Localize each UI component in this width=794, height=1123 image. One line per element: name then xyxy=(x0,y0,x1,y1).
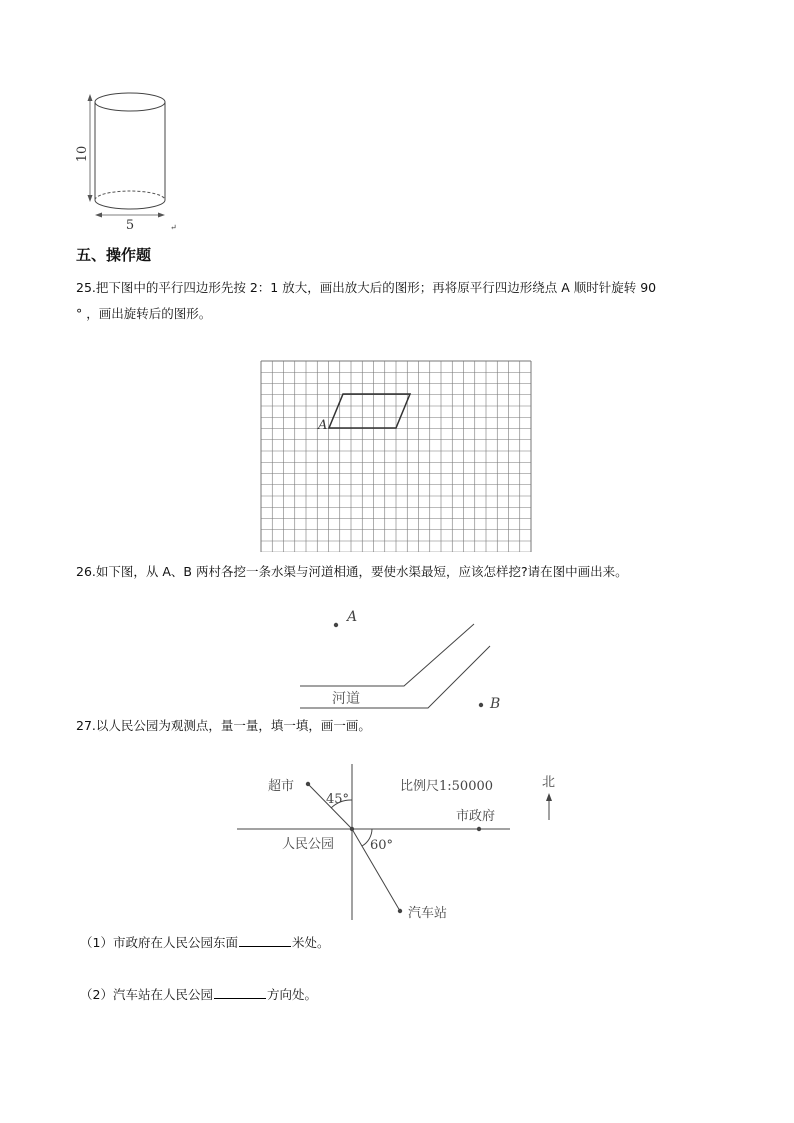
section-title: 五、操作题 xyxy=(76,246,152,264)
north-label: 北 xyxy=(542,775,556,790)
village-a-point xyxy=(334,623,338,627)
parallelogram xyxy=(329,394,410,428)
village-b-label: B xyxy=(490,696,501,712)
city-hall-label: 市政府 xyxy=(456,809,496,824)
q27-sub2-suffix: 方向处。 xyxy=(266,987,317,1002)
q26-text: 26.如下图，从 A、B 两村各挖一条水渠与河道相通，要使水渠最短，应该怎样挖?请在图中画出来。 xyxy=(76,564,628,579)
q27-sub2 xyxy=(80,986,317,1003)
q25-line2: ° ，画出旋转后的图形。 xyxy=(76,306,212,321)
q26-river-figure xyxy=(290,600,530,720)
q27-sub1 xyxy=(80,934,329,951)
q27-sub1-prefix: （1）市政府在人民公园东面 xyxy=(80,935,238,950)
cylinder-diameter-label: 5 xyxy=(125,218,135,233)
answer-blank-2[interactable] xyxy=(214,986,266,999)
river-label: 河道 xyxy=(332,691,360,707)
q25-line1: 25.把下图中的平行四边形先按 2：1 放大，画出放大后的图形；再将原平行四边形绕点 A 顺时针旋转 90 xyxy=(76,280,657,295)
village-b-point xyxy=(479,703,483,707)
cylinder-height-label: 10 xyxy=(75,145,90,163)
q25-grid-figure xyxy=(250,352,540,552)
park-label: 人民公园 xyxy=(282,837,335,852)
grid-lines xyxy=(261,361,531,552)
answer-blank-1[interactable] xyxy=(239,934,291,947)
q27-text: 27.以人民公园为观测点，量一量，填一填，画一画。 xyxy=(76,718,371,733)
q27-sub2-prefix: （2）汽车站在人民公园 xyxy=(80,987,213,1002)
scale-label: 比例尺1:50000 xyxy=(400,779,494,794)
village-a-label: A xyxy=(347,609,358,625)
riverbank-lower xyxy=(300,646,490,708)
riverbank-upper xyxy=(300,624,474,686)
angle-45-label: 45° xyxy=(326,792,350,807)
svg-text:↵: ↵ xyxy=(170,223,177,232)
cylinder-figure xyxy=(74,84,184,234)
supermarket-label: 超市 xyxy=(268,779,295,794)
point-a-label: A xyxy=(318,418,328,433)
bus-station-label: 汽车站 xyxy=(408,906,448,921)
angle-60-label: 60° xyxy=(370,838,394,853)
q27-sub1-suffix: 米处。 xyxy=(291,935,330,950)
q27-map-figure xyxy=(230,764,570,924)
